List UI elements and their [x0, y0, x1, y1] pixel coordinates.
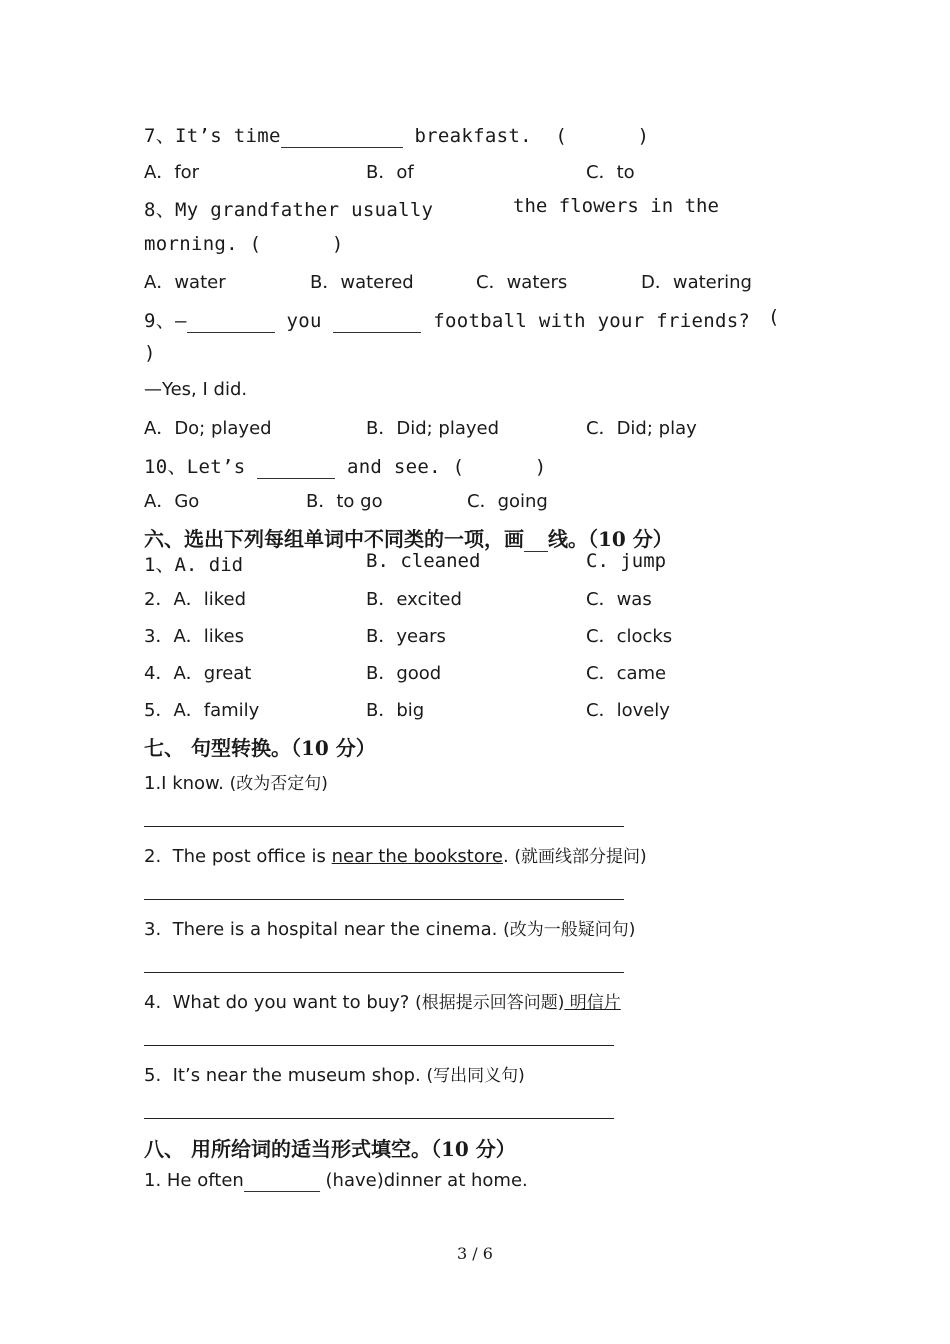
q9-stem: 9、— you football with your friends?: [144, 310, 762, 332]
s7-answer-line-2[interactable]: [144, 899, 624, 900]
s7-answer-line-4[interactable]: [144, 1045, 614, 1046]
q10-blank: [257, 456, 335, 479]
page-number: 3 / 6: [457, 1244, 493, 1263]
s6-row5-b: B．big: [366, 700, 425, 721]
s6-row2-c: C．was: [586, 589, 652, 610]
q9-paren-close: ): [144, 342, 156, 364]
q9-option-c: C．Did; play: [586, 418, 697, 439]
section6-blank: [524, 527, 548, 552]
q7-option-a: A．for: [144, 162, 200, 183]
s7-answer-line-1[interactable]: [144, 826, 624, 827]
q8-stem: 8、My grandfather usually: [144, 199, 434, 221]
q7-blank: [281, 125, 403, 148]
section7-title: 七、 句型转换。（10 分）: [144, 736, 376, 760]
q8-option-b: B．watered: [310, 272, 414, 293]
q9-reply: —Yes, I did.: [144, 379, 248, 400]
s6-row5-c: C．lovely: [586, 700, 670, 721]
s6-row2-a: 2．A．liked: [144, 589, 247, 610]
q9-blank-1: [187, 310, 275, 333]
s7-item2-underlined: near the bookstore: [331, 846, 503, 867]
s6-row1-b: B. cleaned: [366, 550, 481, 572]
q10-stem: 10、Let’s and see. ( ): [144, 456, 547, 478]
s7-answer-line-3[interactable]: [144, 972, 624, 973]
q7-option-b: B．of: [366, 162, 414, 183]
q7-stem: 7、It’s time breakfast. ( ): [144, 125, 650, 147]
s7-item3: 3. There is a hospital near the cinema. (改为一般疑问句): [144, 919, 636, 940]
s7-item4-hint: 明信片: [564, 993, 621, 1013]
s6-row4-b: B．good: [366, 663, 442, 684]
s8-q1: 1. He often (have)dinner at home.: [144, 1170, 528, 1191]
s6-row3-c: C．clocks: [586, 626, 673, 647]
section6-title: 六、选出下列每组单词中不同类的一项，画 线。（10 分）: [144, 527, 673, 551]
s6-row1-a: 1、A. did: [144, 554, 244, 576]
s6-row2-b: B．excited: [366, 589, 462, 610]
s7-item5: 5. It’s near the museum shop. (写出同义句): [144, 1065, 525, 1086]
s7-item4: 4. What do you want to buy? (根据提示回答问题) 明信片: [144, 992, 621, 1013]
q9-option-b: B．Did; played: [366, 418, 500, 439]
q9-paren-open: (: [768, 306, 780, 328]
s7-item2: 2. The post office is near the bookstore. (就画线部分提问): [144, 846, 647, 867]
s7-item1: 1.I know. (改为否定句): [144, 773, 328, 794]
s6-row3-b: B．years: [366, 626, 446, 647]
q8-option-c: C．waters: [476, 272, 568, 293]
q10-option-c: C．going: [467, 491, 548, 512]
q9-blank-2: [333, 310, 421, 333]
s6-row3-a: 3．A．likes: [144, 626, 245, 647]
q8-option-d: D．watering: [641, 272, 752, 293]
q9-option-a: A．Do; played: [144, 418, 272, 439]
s6-row4-c: C．came: [586, 663, 667, 684]
q8-stem-after: the flowers in the: [513, 195, 719, 217]
s6-row1-c: C. jump: [586, 550, 667, 572]
s6-row5-a: 5．A．family: [144, 700, 260, 721]
q8-stem-line2: morning. ( ): [144, 233, 344, 255]
q10-option-a: A．Go: [144, 491, 200, 512]
section8-title: 八、 用所给词的适当形式填空。（10 分）: [144, 1137, 516, 1161]
q7-option-c: C．to: [586, 162, 635, 183]
s6-row4-a: 4．A．great: [144, 663, 252, 684]
q8-option-a: A．water: [144, 272, 226, 293]
q10-option-b: B．to go: [306, 491, 383, 512]
s7-answer-line-5[interactable]: [144, 1118, 614, 1119]
s8-q1-blank[interactable]: [244, 1170, 320, 1192]
